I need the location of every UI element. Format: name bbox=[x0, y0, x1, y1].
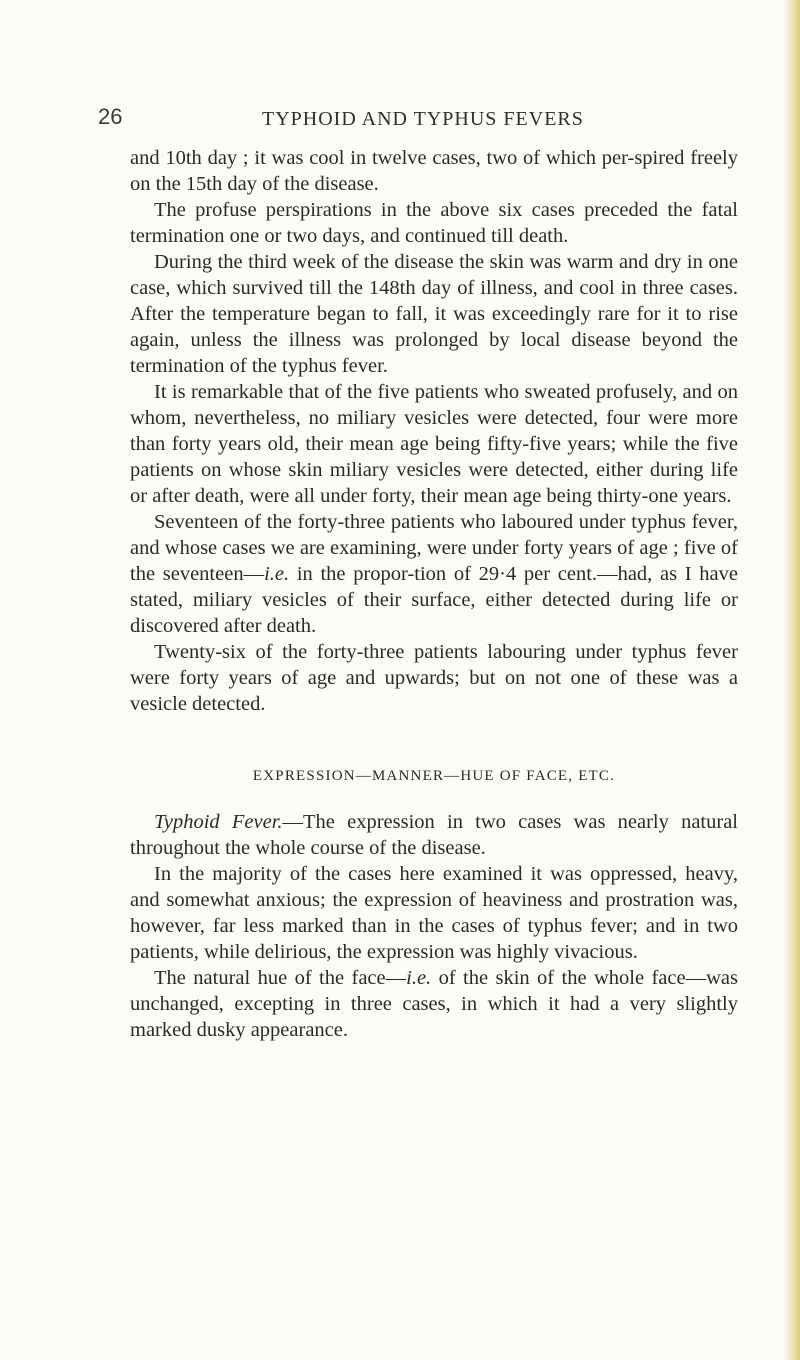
page-number: 26 bbox=[98, 104, 123, 129]
paragraph: It is remarkable that of the five patients who sweated profusely, and on whom, nevertheless, no miliary vesicles were detected, four were more than forty years old, their mean age being fifty-five years; while the five patients on whose skin miliary vesicles were detected, either during life or after death, were all under forty, their mean age being thirty-one years. bbox=[130, 381, 738, 507]
paragraph-text: The natural hue of the face— bbox=[154, 967, 407, 989]
paragraph-text: of the skin of the whole face—was unchanged, excepting in three cases, in which it had a very slightly marked dusky appearance. bbox=[130, 967, 738, 1041]
page-body bbox=[130, 145, 738, 1043]
section-heading: EXPRESSION—MANNER—HUE OF FACE, ETC. bbox=[252, 768, 616, 784]
paragraph bbox=[130, 509, 738, 639]
paragraph: The profuse perspirations in the above six cases preceded the fatal termination one or two days, and continued till death. bbox=[130, 199, 738, 247]
ie-abbreviation: i.e. bbox=[264, 563, 290, 585]
paragraph bbox=[130, 809, 738, 861]
paragraph: Twenty-six of the forty-three patients labouring under typhus fever were forty years of age and upwards; but on not one of these was a vesicle detected. bbox=[130, 641, 738, 715]
paragraph: In the majority of the cases here examined it was oppressed, heavy, and somewhat anxious; the expression of heaviness and prostration was, however, far less marked than in the cases of typhus fever; and in two patients, while delirious, the expression was highly vivacious. bbox=[130, 863, 738, 963]
ie-abbreviation: i.e. bbox=[406, 967, 432, 989]
subsection-label: Typhoid Fever. bbox=[154, 811, 283, 833]
paragraph-text: Seventeen of the forty-three patients who laboured under typhus fever, and whose cases we are examining, were under forty years of age ; five of the seventeen— bbox=[130, 511, 738, 585]
page-header bbox=[98, 100, 760, 140]
paragraph: During the third week of the disease the skin was warm and dry in one case, which survived till the 148th day of illness, and cool in three cases. After the temperature began to fall, it was exceedingly rare for it to rise again, unless the illness was prolonged by local disease beyond the termination of the typhus fever. bbox=[130, 251, 738, 377]
page-edge bbox=[784, 0, 800, 1360]
paragraph bbox=[130, 965, 738, 1043]
paragraph: and 10th day ; it was cool in twelve cases, two of which per-spired freely on the 15th day of the disease. bbox=[130, 147, 738, 195]
paragraph-text: in the propor-tion of 29·4 per cent.—had, as I have stated, miliary vesicles of their surface, either detected during life or discovered after death. bbox=[130, 563, 739, 637]
running-title: TYPHOID AND TYPHUS FEVERS bbox=[262, 108, 584, 130]
paragraph-text: —The expression in two cases was nearly natural throughout the whole course of the disease. bbox=[130, 811, 738, 859]
